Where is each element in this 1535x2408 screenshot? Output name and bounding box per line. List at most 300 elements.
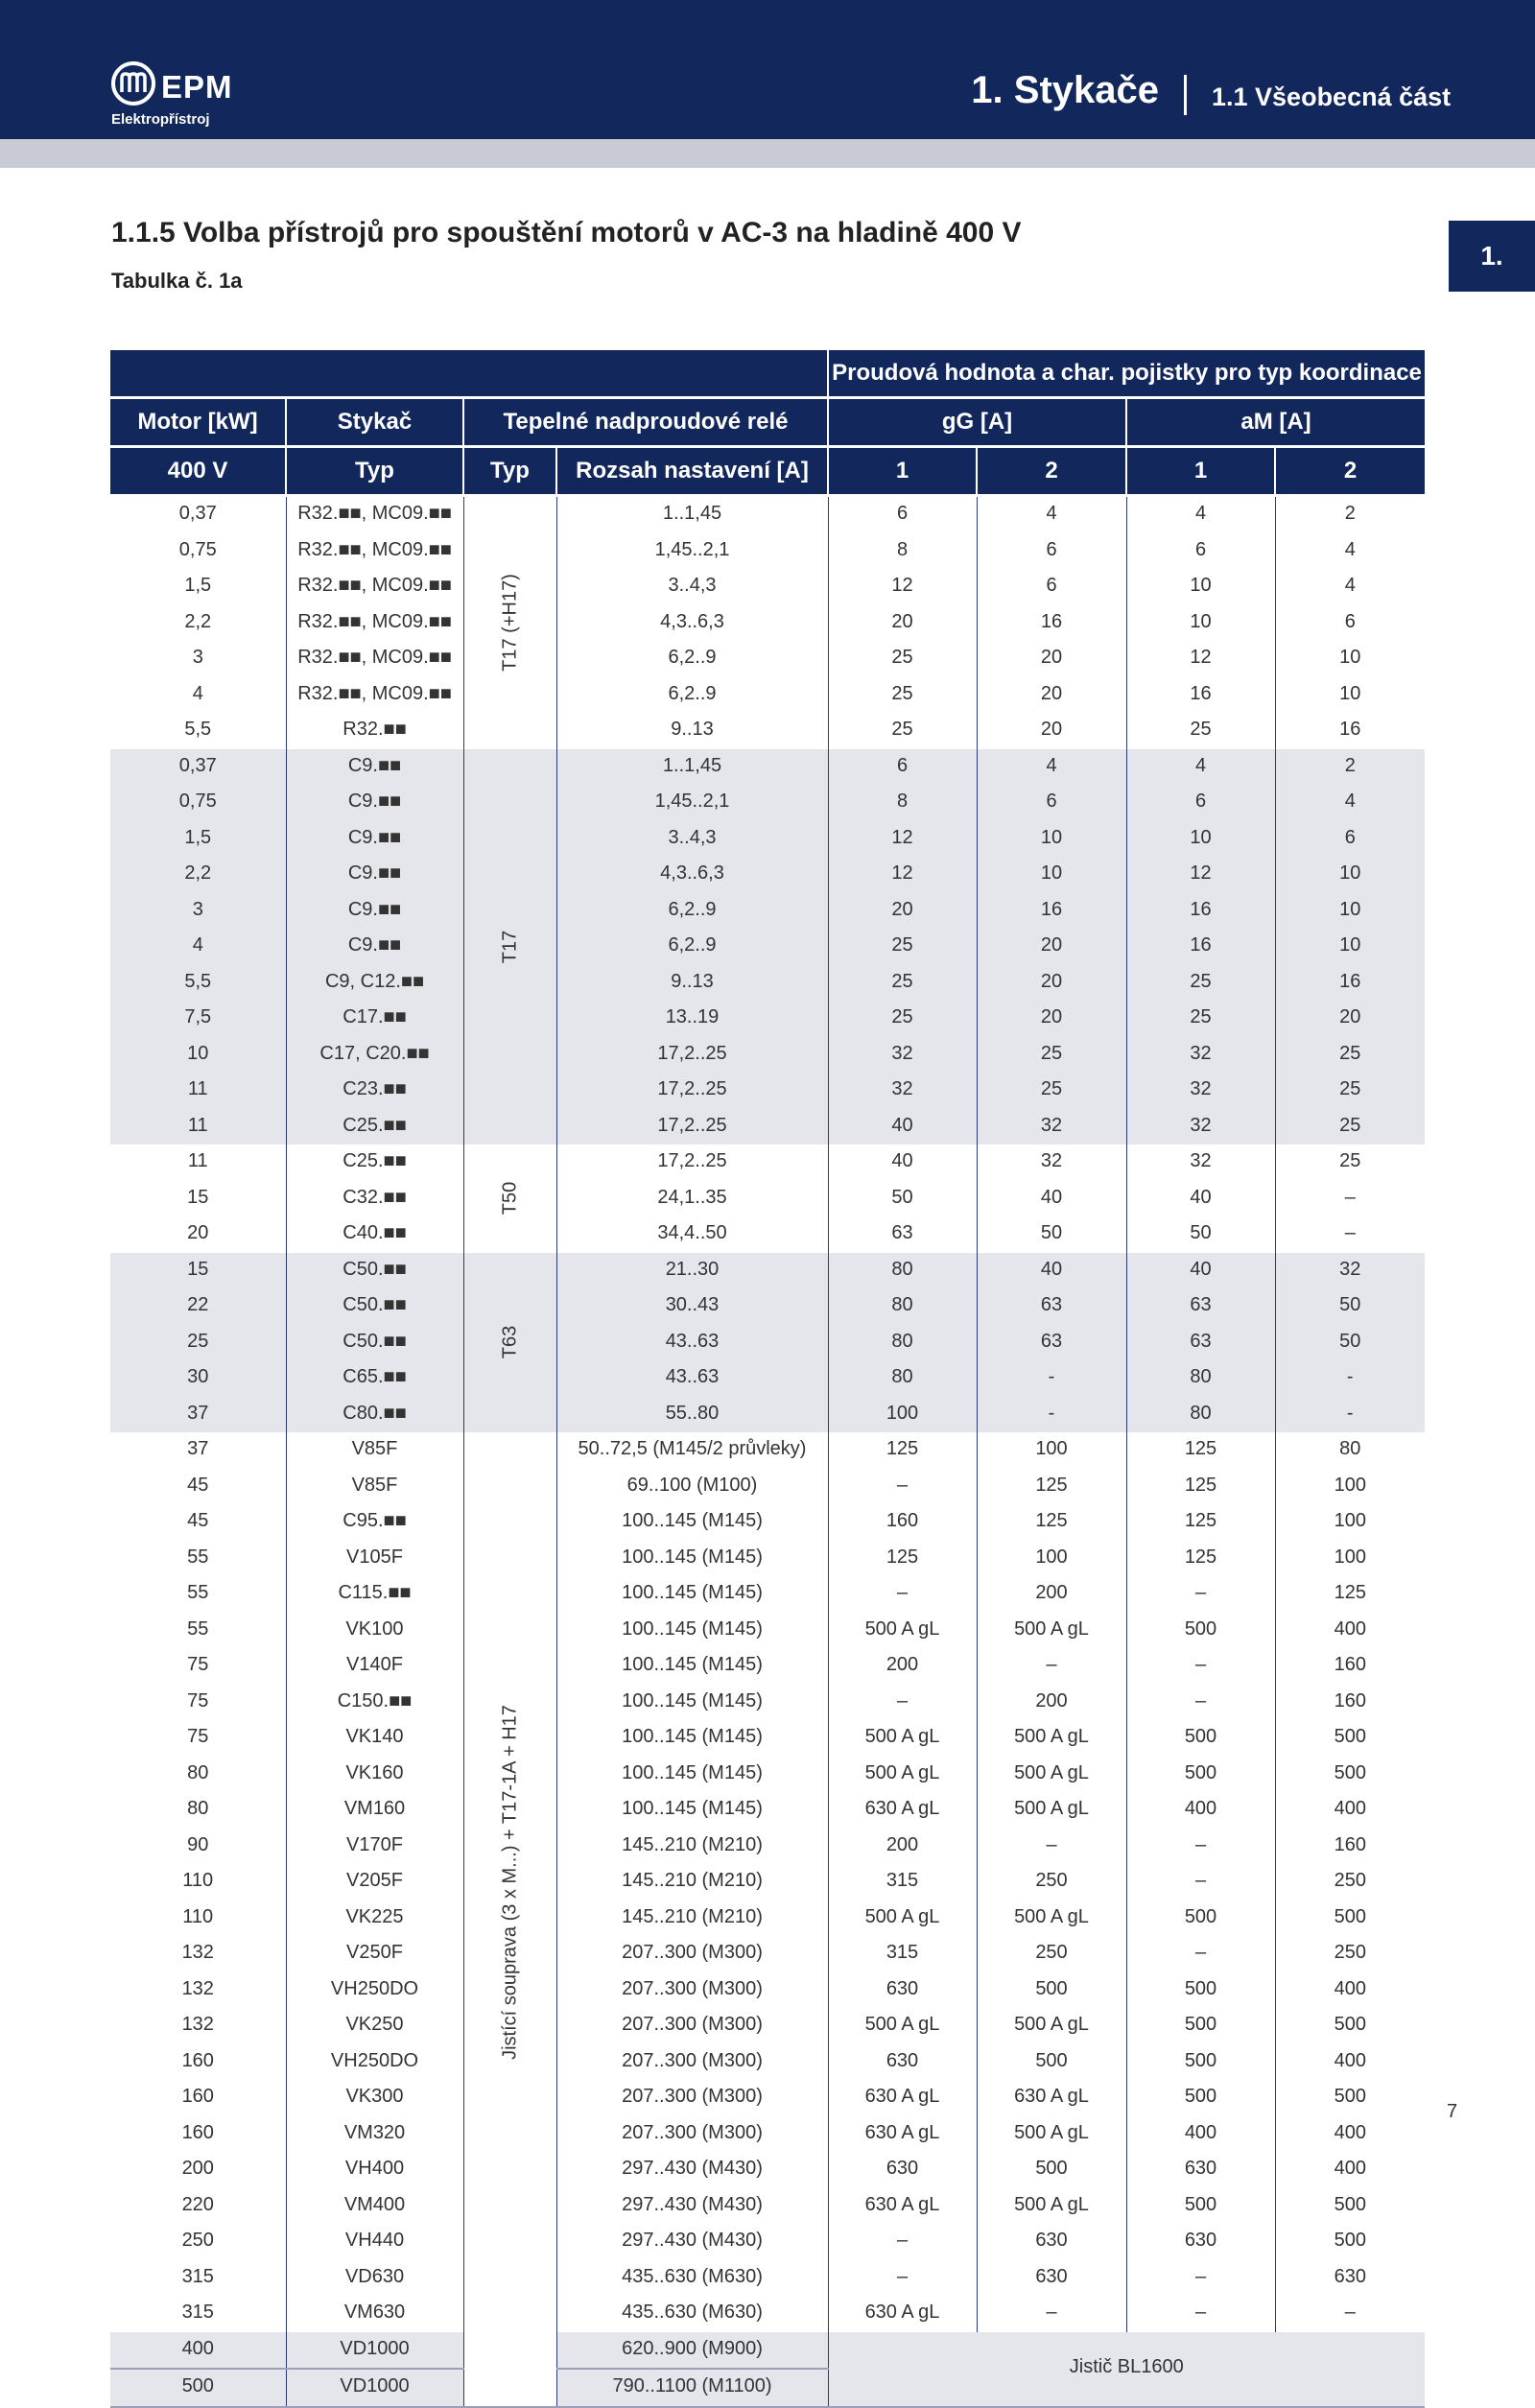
cell-am-1: 630: [1126, 2224, 1275, 2260]
cell-am-2: 100: [1275, 1541, 1425, 1577]
cell-gg-1: 630 A gL: [828, 2116, 977, 2153]
cell-am-1: 32: [1126, 1109, 1275, 1145]
cell-contactor: V85F: [286, 1469, 463, 1505]
cell-am-1: –: [1126, 1685, 1275, 1721]
cell-gg-2: 20: [977, 713, 1126, 749]
cell-am-1: 4: [1126, 749, 1275, 786]
cell-gg-2: –: [977, 1829, 1126, 1865]
table-row: [110, 821, 1425, 858]
cell-contactor: VM630: [286, 2296, 463, 2332]
cell-setting-range: 3..4,3: [556, 821, 828, 858]
table-row: [110, 1900, 1425, 1937]
cell-gg-2: 6: [977, 533, 1126, 570]
cell-setting-range: 6,2..9: [556, 893, 828, 930]
cell-relay-type: [463, 1432, 556, 2332]
table-row: [110, 2008, 1425, 2044]
cell-motor-kw: 15: [187, 1186, 209, 1208]
cell-am-1: 500: [1126, 1720, 1275, 1757]
table-row: [110, 1576, 1425, 1613]
cell-gg-1: 12: [828, 821, 977, 858]
table-row: [110, 1181, 1425, 1217]
header-separator: [1184, 75, 1187, 115]
cell-am-2: 10: [1275, 677, 1425, 714]
cell-am-2: 100: [1275, 1504, 1425, 1541]
cell-am-1: 32: [1126, 1037, 1275, 1074]
cell-setting-range: 4,3..6,3: [556, 605, 828, 642]
cell-contactor: C80.■■: [286, 1397, 463, 1433]
cell-gg-1: 25: [828, 1001, 977, 1037]
cell-setting-range: 790..1100 (M1100): [556, 2369, 828, 2407]
cell-gg-2: 32: [977, 1145, 1126, 1181]
cell-am-1: 500: [1126, 2080, 1275, 2116]
cell-setting-range: 1,45..2,1: [556, 785, 828, 821]
cell-gg-2: 20: [977, 677, 1126, 714]
cell-am-1: –: [1126, 1576, 1275, 1613]
cell-am-1: 400: [1126, 2116, 1275, 2153]
table-row: [110, 1685, 1425, 1721]
header-fuse-rating: Proudová hodnota a char. pojistky pro typ koordinace: [828, 350, 1425, 398]
cell-contactor: VM320: [286, 2116, 463, 2153]
cell-gg-1: 630 A gL: [828, 2080, 977, 2116]
cell-contactor: C50.■■: [286, 1288, 463, 1325]
cell-contactor: C9.■■: [286, 785, 463, 821]
cell-gg-1: 20: [828, 605, 977, 642]
cell-gg-1: 80: [828, 1288, 977, 1325]
cell-setting-range: 3..4,3: [556, 569, 828, 605]
cell-motor-kw: 10: [110, 1037, 286, 1074]
cell-am-2: 10: [1275, 929, 1425, 965]
cell-am-2: 400: [1275, 1972, 1425, 2009]
cell-gg-2: 500 A gL: [977, 1792, 1126, 1829]
cell-gg-1: 80: [828, 1325, 977, 1361]
cell-setting-range: 145..210 (M210): [556, 1864, 828, 1900]
cell-motor-kw: 132: [181, 2014, 214, 2035]
table-row: [110, 1972, 1425, 2009]
cell-am-1: 6: [1126, 785, 1275, 821]
table-row: [110, 1216, 1425, 1253]
cell-am-2: 500: [1275, 2188, 1425, 2225]
table-group-final: [110, 2332, 1425, 2407]
cell-am-1: 10: [1126, 605, 1275, 642]
cell-setting-range: 207..300 (M300): [556, 1972, 828, 2009]
cell-gg-1: 630 A gL: [828, 1792, 977, 1829]
cell-contactor: C25.■■: [286, 1109, 463, 1145]
header-row-2: [110, 398, 1425, 447]
cell-gg-1: 25: [828, 641, 977, 677]
table-row: [110, 677, 1425, 714]
cell-contactor: C9.■■: [286, 749, 463, 786]
cell-gg-2: –: [977, 2296, 1126, 2332]
cell-setting-range: 17,2..25: [556, 1037, 828, 1074]
cell-am-1: 500: [1126, 1900, 1275, 1937]
cell-gg-2: 20: [977, 965, 1126, 1002]
cell-gg-1: 200: [828, 1648, 977, 1685]
cell-gg-1: –: [828, 2260, 977, 2297]
cell-gg-2: –: [977, 1648, 1126, 1685]
header-am-2: 2: [1275, 447, 1425, 496]
cell-setting-range: 9..13: [556, 965, 828, 1002]
cell-am-2: 500: [1275, 1757, 1425, 1793]
cell-setting-range: 100..145 (M145): [556, 1648, 828, 1685]
cell-am-2: 400: [1275, 1613, 1425, 1649]
cell-gg-2: -: [977, 1397, 1126, 1433]
cell-gg-1: 40: [828, 1145, 977, 1181]
logo-text: EPM: [161, 69, 233, 105]
table-row: [110, 496, 1425, 533]
logo-emblem-icon: [111, 61, 155, 106]
cell-am-1: –: [1126, 1648, 1275, 1685]
cell-am-1: –: [1126, 2296, 1275, 2332]
cell-contactor: V85F: [286, 1432, 463, 1469]
cell-gg-2: 32: [977, 1109, 1126, 1145]
cell-gg-1: 25: [828, 677, 977, 714]
section-subtitle: 1.1 Všeobecná část: [1212, 83, 1452, 111]
table-row: [110, 2224, 1425, 2260]
table-group: [110, 496, 1425, 749]
table-row: [110, 1829, 1425, 1865]
cell-motor-kw: 2,2: [110, 857, 286, 893]
cell-am-2: -: [1275, 1360, 1425, 1397]
cell-gg-1: 500 A gL: [828, 1613, 977, 1649]
cell-am-2: –: [1275, 2296, 1425, 2332]
cell-setting-range: 24,1..35: [556, 1181, 828, 1217]
cell-am-1: 40: [1126, 1253, 1275, 1289]
table-row: [110, 713, 1425, 749]
cell-motor-kw: 5,5: [184, 719, 212, 740]
cell-am-1: 500: [1126, 1972, 1275, 2009]
cell-am-1: 80: [1126, 1397, 1275, 1433]
cell-contactor: VK300: [286, 2080, 463, 2116]
cell-motor-kw: 45: [187, 1474, 209, 1496]
cell-am-1: 500: [1126, 2044, 1275, 2081]
cell-contactor: R32.■■, MC09.■■: [286, 533, 463, 570]
header-am: aM [A]: [1126, 398, 1425, 447]
cell-am-2: 160: [1275, 1829, 1425, 1865]
cell-contactor: VK250: [286, 2008, 463, 2044]
cell-am-1: 500: [1126, 1613, 1275, 1649]
cell-setting-range: 55..80: [556, 1397, 828, 1433]
cell-gg-2: 630: [977, 2224, 1126, 2260]
cell-setting-range: 6,2..9: [556, 929, 828, 965]
cell-am-1: 12: [1126, 641, 1275, 677]
cell-gg-1: –: [828, 1469, 977, 1505]
cell-setting-range: 207..300 (M300): [556, 2008, 828, 2044]
table-row: [110, 1109, 1425, 1145]
cell-motor-kw: 0,37: [178, 503, 217, 524]
cell-setting-range: 297..430 (M430): [556, 2152, 828, 2188]
cell-am-2: 250: [1275, 1936, 1425, 1972]
cell-am-2: 4: [1275, 569, 1425, 605]
cell-motor-kw: 20: [187, 1222, 209, 1243]
cell-motor-kw: 11: [187, 1150, 208, 1171]
cell-am-2: 400: [1275, 1792, 1425, 1829]
cell-setting-range: 100..145 (M145): [556, 1792, 828, 1829]
cell-setting-range: 69..100 (M100): [556, 1469, 828, 1505]
cell-am-1: 125: [1126, 1541, 1275, 1577]
cell-setting-range: 145..210 (M210): [556, 1900, 828, 1937]
cell-motor-kw: 55: [187, 1582, 209, 1603]
cell-gg-2: 200: [977, 1685, 1126, 1721]
cell-am-2: 25: [1275, 1037, 1425, 1074]
cell-motor-kw: 200: [181, 2158, 214, 2179]
cell-gg-2: 500 A gL: [977, 1613, 1126, 1649]
cell-contactor: R32.■■, MC09.■■: [286, 569, 463, 605]
relay-type-label: Jistící souprava (3 x M...) + T17-1A + H17: [498, 1704, 520, 2060]
cell-am-1: 12: [1126, 857, 1275, 893]
cell-am-2: 16: [1275, 713, 1425, 749]
table-row: [110, 605, 1425, 642]
relay-type-label: T17: [498, 930, 520, 963]
cell-am-2: 10: [1275, 893, 1425, 930]
cell-am-2: 10: [1275, 857, 1425, 893]
header-setting-range: Rozsah nastavení [A]: [556, 447, 828, 496]
cell-motor-kw: 160: [181, 2121, 214, 2143]
table-group: [110, 749, 1425, 1145]
cell-setting-range: 43..63: [556, 1325, 828, 1361]
cell-gg-2: 500 A gL: [977, 1900, 1126, 1937]
relay-type-label: T50: [498, 1182, 520, 1216]
cell-contactor: VH440: [286, 2224, 463, 2260]
table-row: [110, 1792, 1425, 1829]
header-row-3: [110, 447, 1425, 496]
cell-setting-range: 34,4..50: [556, 1216, 828, 1253]
cell-motor-kw: 132: [181, 1942, 214, 1963]
cell-contactor: R32.■■, MC09.■■: [286, 677, 463, 714]
cell-am-2: 50: [1275, 1288, 1425, 1325]
cell-am-1: 25: [1126, 965, 1275, 1002]
cell-gg-2: 63: [977, 1288, 1126, 1325]
cell-am-2: 160: [1275, 1685, 1425, 1721]
cell-am-1: 400: [1126, 1792, 1275, 1829]
cell-contactor: V170F: [286, 1829, 463, 1865]
cell-am-1: 630: [1126, 2152, 1275, 2188]
cell-gg-1: 80: [828, 1360, 977, 1397]
cell-gg-2: 100: [977, 1541, 1126, 1577]
cell-gg-2: 10: [977, 821, 1126, 858]
cell-am-1: 125: [1126, 1469, 1275, 1505]
table-row: [110, 569, 1425, 605]
cell-contactor: C50.■■: [286, 1325, 463, 1361]
cell-contactor: R32.■■, MC09.■■: [286, 641, 463, 677]
cell-motor-kw: 315: [181, 2302, 214, 2323]
cell-contactor: C115.■■: [286, 1576, 463, 1613]
cell-motor-kw: 22: [110, 1288, 286, 1325]
cell-gg-2: 200: [977, 1576, 1126, 1613]
cell-gg-1: 25: [828, 713, 977, 749]
cell-gg-1: 6: [828, 749, 977, 786]
cell-gg-2: 20: [977, 641, 1126, 677]
cell-am-2: 400: [1275, 2152, 1425, 2188]
cell-motor-kw: 2,2: [184, 610, 212, 632]
cell-gg-1: 12: [828, 857, 977, 893]
cell-contactor: C25.■■: [286, 1145, 463, 1181]
cell-motor-kw: 4: [192, 682, 203, 704]
cell-am-2: 4: [1275, 785, 1425, 821]
cell-am-2: 10: [1275, 641, 1425, 677]
cell-am-2: -: [1275, 1397, 1425, 1433]
cell-am-1: 16: [1126, 893, 1275, 930]
cell-gg-1: 500 A gL: [828, 1757, 977, 1793]
cell-contactor: C9.■■: [286, 929, 463, 965]
relay-type-label: T17 (+H17): [498, 574, 520, 673]
table-row: [110, 2044, 1425, 2081]
cell-setting-range: 1..1,45: [556, 749, 828, 786]
cell-am-2: 50: [1275, 1325, 1425, 1361]
cell-motor-kw: 3: [110, 893, 286, 930]
cell-motor-kw: 0,75: [178, 538, 217, 560]
cell-am-1: 6: [1126, 533, 1275, 570]
cell-setting-range: 6,2..9: [556, 641, 828, 677]
cell-am-1: 125: [1126, 1504, 1275, 1541]
cell-contactor: C17.■■: [286, 1001, 463, 1037]
cell-motor-kw: 15: [110, 1253, 286, 1289]
cell-contactor: VD1000: [286, 2332, 463, 2370]
table-row: [110, 893, 1425, 930]
cell-setting-range: 100..145 (M145): [556, 1720, 828, 1757]
table-row: [110, 1936, 1425, 1972]
header-row-1: [110, 350, 1425, 398]
motor-selection-table: [110, 350, 1425, 2408]
logo-subtitle: Elektropřístroj: [111, 111, 210, 128]
cell-contactor: VK100: [286, 1613, 463, 1649]
cell-am-1: 16: [1126, 929, 1275, 965]
cell-gg-2: 20: [977, 929, 1126, 965]
cell-am-2: 500: [1275, 1900, 1425, 1937]
cell-am-1: 25: [1126, 1001, 1275, 1037]
cell-motor-kw: 110: [182, 1870, 214, 1891]
header-motor: Motor [kW]: [110, 398, 286, 447]
cell-motor-kw: 1,5: [110, 821, 286, 858]
cell-gg-1: 8: [828, 785, 977, 821]
cell-contactor: VH250DO: [286, 1972, 463, 2009]
header-thermal-relay: Tepelné nadproudové relé: [463, 398, 828, 447]
cell-am-2: 500: [1275, 2008, 1425, 2044]
cell-am-1: 10: [1126, 569, 1275, 605]
cell-gg-2: 10: [977, 857, 1126, 893]
cell-gg-1: 25: [828, 929, 977, 965]
cell-contactor: VM160: [286, 1792, 463, 1829]
cell-setting-range: 1,45..2,1: [556, 533, 828, 570]
cell-am-1: 500: [1126, 1757, 1275, 1793]
cell-am-2: 500: [1275, 2224, 1425, 2260]
cell-gg-2: 63: [977, 1325, 1126, 1361]
table-row: [110, 2332, 1425, 2370]
cell-breaker-note: Jistič BL1600: [828, 2332, 1425, 2407]
cell-gg-1: 160: [828, 1504, 977, 1541]
cell-am-1: 32: [1126, 1073, 1275, 1109]
cell-relay-type: [463, 749, 556, 1145]
cell-relay-type: [463, 2332, 556, 2407]
cell-setting-range: 100..145 (M145): [556, 1541, 828, 1577]
cell-setting-range: 17,2..25: [556, 1109, 828, 1145]
cell-setting-range: 17,2..25: [556, 1145, 828, 1181]
cell-contactor: C50.■■: [286, 1253, 463, 1289]
cell-gg-1: 63: [828, 1216, 977, 1253]
table-row: [110, 533, 1425, 570]
table-row: [110, 1001, 1425, 1037]
cell-contactor: VM400: [286, 2188, 463, 2225]
cell-gg-1: 100: [828, 1397, 977, 1433]
header-gg: gG [A]: [828, 398, 1126, 447]
cell-gg-1: 8: [828, 533, 977, 570]
header-contactor: Stykač: [286, 398, 463, 447]
table-row: [110, 1145, 1425, 1181]
cell-gg-2: 50: [977, 1216, 1126, 1253]
cell-setting-range: 100..145 (M145): [556, 1685, 828, 1721]
cell-setting-range: 43..63: [556, 1360, 828, 1397]
cell-gg-1: 125: [828, 1432, 977, 1469]
cell-am-2: 16: [1275, 965, 1425, 1002]
cell-am-2: 400: [1275, 2116, 1425, 2153]
cell-motor-kw: 160: [181, 2049, 214, 2071]
cell-am-2: 32: [1275, 1253, 1425, 1289]
table-row: [110, 1325, 1425, 1361]
header-blank: [110, 350, 828, 398]
cell-contactor: C9.■■: [286, 821, 463, 858]
table-row: [110, 1613, 1425, 1649]
table-row: [110, 1757, 1425, 1793]
cell-gg-2: 500: [977, 2152, 1126, 2188]
cell-gg-2: 500 A gL: [977, 2008, 1126, 2044]
cell-contactor: C9, C12.■■: [286, 965, 463, 1002]
cell-am-1: 500: [1126, 2008, 1275, 2044]
cell-gg-1: 630 A gL: [828, 2296, 977, 2332]
cell-gg-2: 25: [977, 1037, 1126, 1074]
cell-setting-range: 207..300 (M300): [556, 2080, 828, 2116]
table-row: [110, 2116, 1425, 2153]
table-row: [110, 749, 1425, 786]
cell-am-2: –: [1275, 1181, 1425, 1217]
cell-contactor: C9.■■: [286, 857, 463, 893]
cell-contactor: C23.■■: [286, 1073, 463, 1109]
cell-gg-1: 315: [828, 1864, 977, 1900]
table-row: [110, 1648, 1425, 1685]
cell-gg-2: 250: [977, 1936, 1126, 1972]
cell-setting-range: 207..300 (M300): [556, 2044, 828, 2081]
cell-motor-kw: 315: [181, 2265, 214, 2287]
cell-am-2: 630: [1275, 2260, 1425, 2297]
header-gg-2: 2: [977, 447, 1126, 496]
cell-am-1: 63: [1126, 1325, 1275, 1361]
cell-motor-kw: 250: [181, 2230, 214, 2251]
cell-gg-1: 500 A gL: [828, 2008, 977, 2044]
cell-gg-2: 500 A gL: [977, 1720, 1126, 1757]
cell-motor-kw: 160: [181, 2086, 214, 2107]
table-row: [110, 857, 1425, 893]
cell-am-2: 25: [1275, 1145, 1425, 1181]
cell-am-2: 500: [1275, 1720, 1425, 1757]
cell-contactor: VK140: [286, 1720, 463, 1757]
chapter-tab: 1.: [1449, 221, 1535, 292]
cell-gg-2: 500: [977, 1972, 1126, 2009]
table-row: [110, 1432, 1425, 1469]
cell-gg-2: 125: [977, 1469, 1126, 1505]
cell-gg-2: 630: [977, 2260, 1126, 2297]
cell-motor-kw: 11: [110, 1073, 286, 1109]
table-row: [110, 785, 1425, 821]
table-group: [110, 1145, 1425, 1253]
cell-am-1: –: [1126, 2260, 1275, 2297]
cell-contactor: R32.■■, MC09.■■: [286, 496, 463, 533]
section-title: 1.1.5 Volba přístrojů pro spouštění motorů v AC-3 na hladině 400 V: [111, 217, 1022, 248]
cell-am-1: 25: [1126, 713, 1275, 749]
cell-am-2: 6: [1275, 821, 1425, 858]
cell-setting-range: 6,2..9: [556, 677, 828, 714]
cell-motor-kw: 220: [181, 2193, 214, 2215]
cell-motor-kw: 0,75: [110, 785, 286, 821]
cell-contactor: VD1000: [286, 2369, 463, 2407]
cell-motor-kw: 500: [110, 2369, 286, 2407]
